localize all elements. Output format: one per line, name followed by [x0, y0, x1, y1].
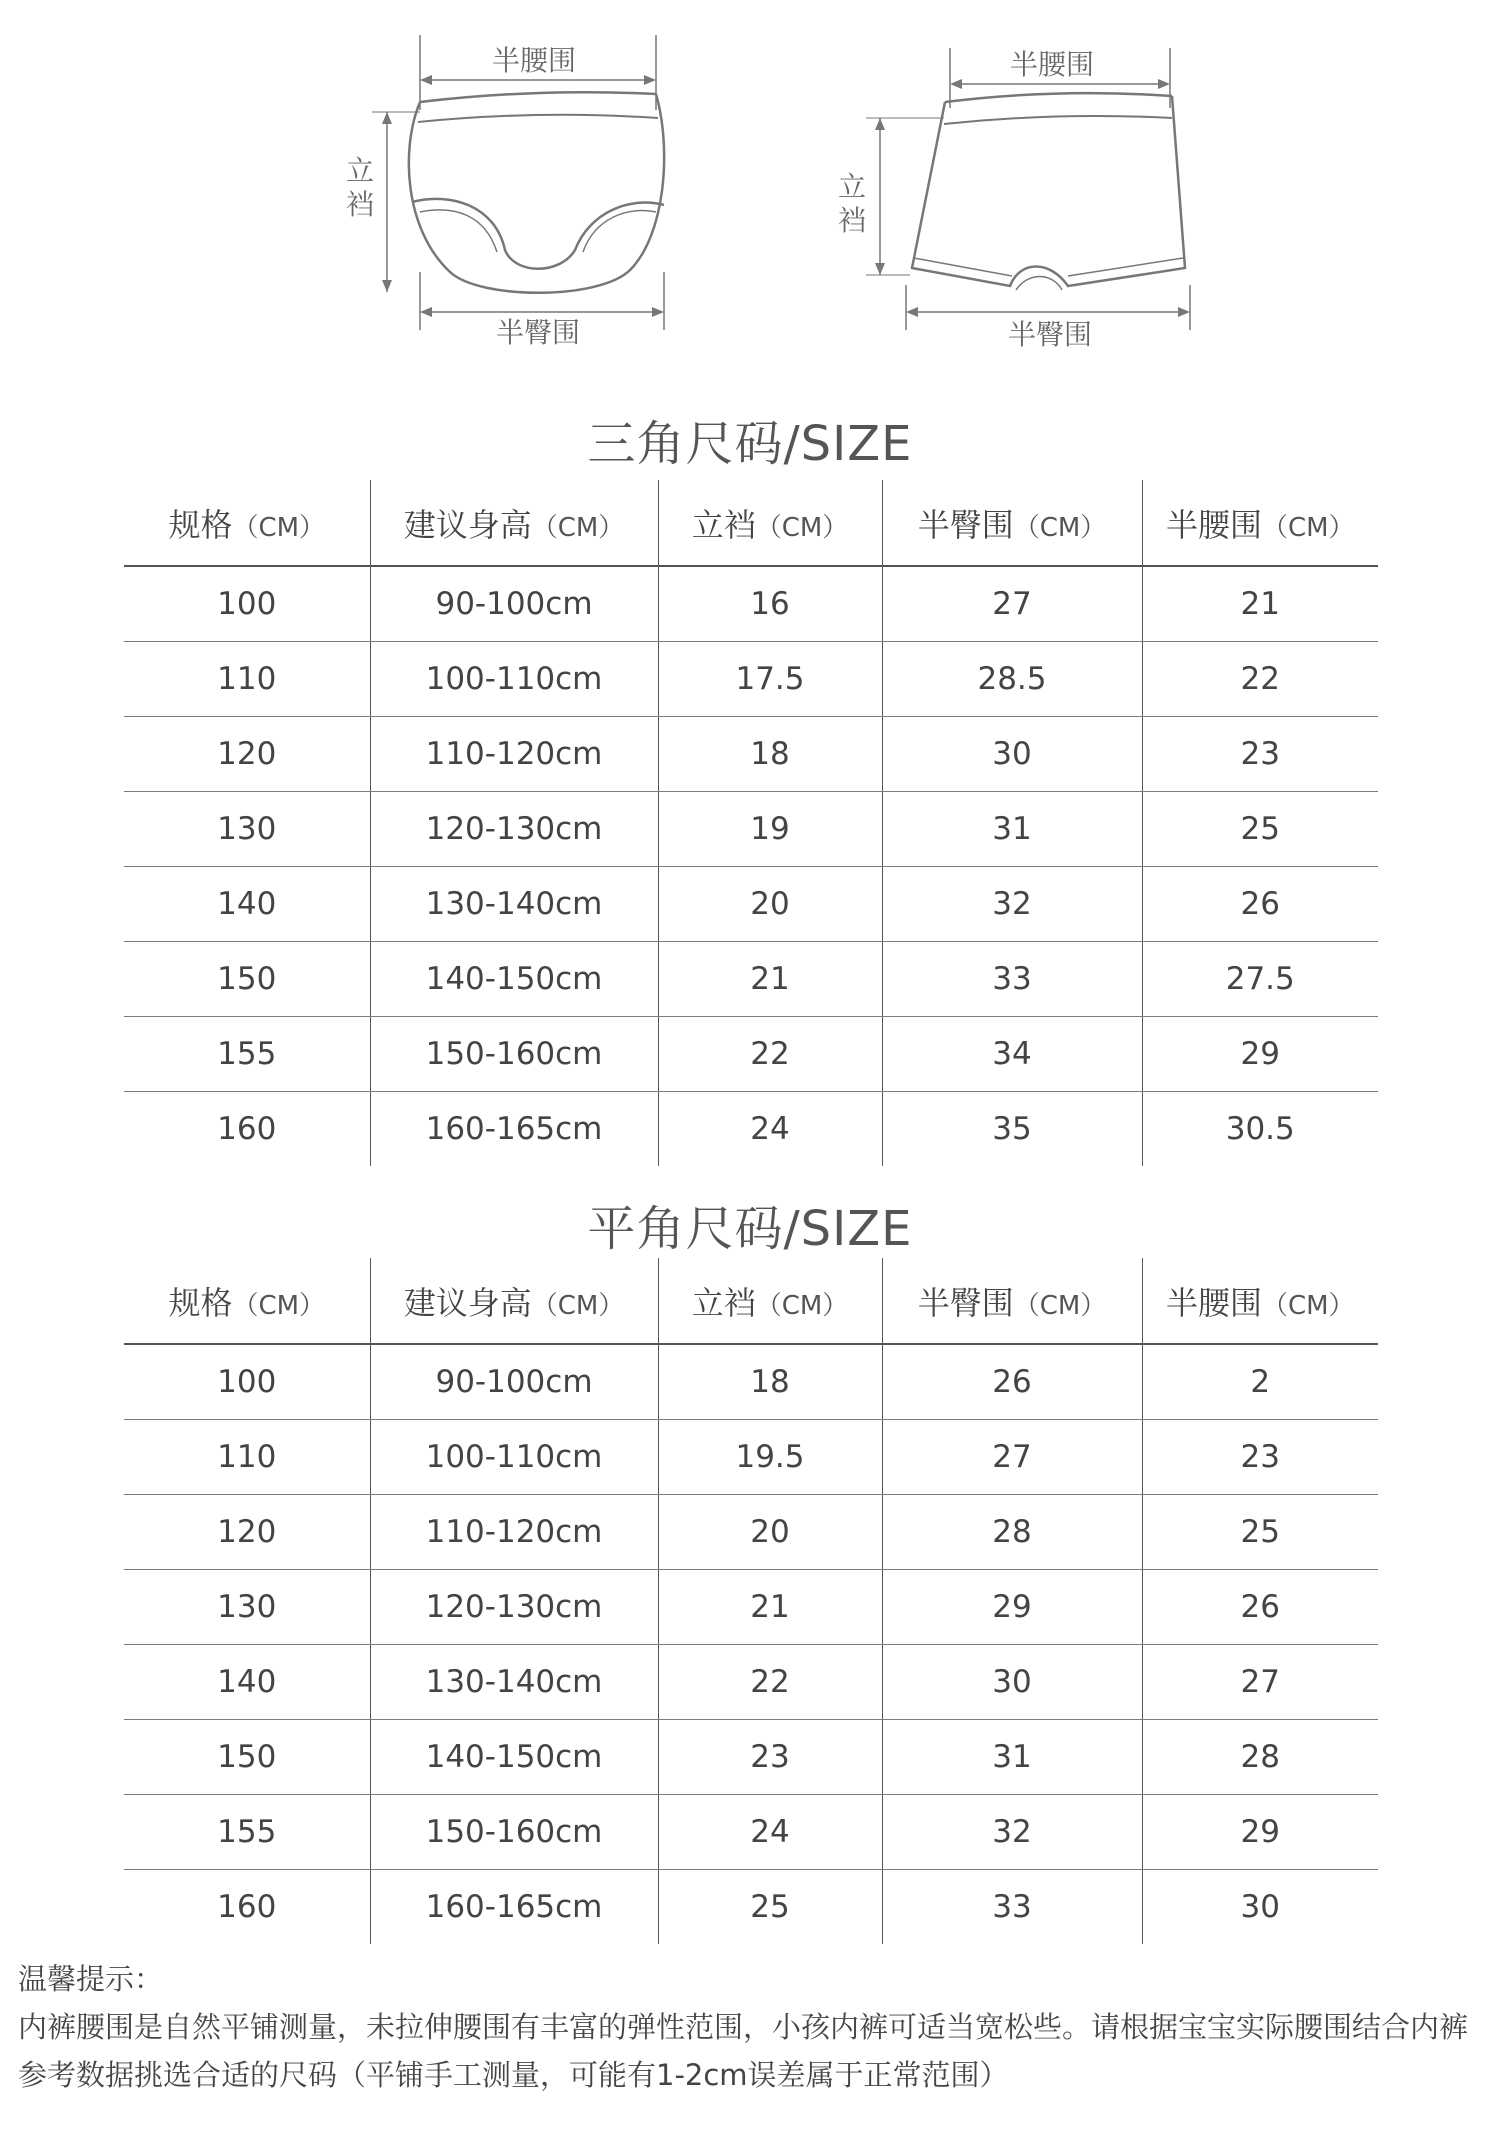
- table-row: [124, 717, 1378, 792]
- header-half-waist: 半腰围（CM）: [1142, 480, 1378, 566]
- brief-hip-label: 半臀围: [495, 316, 581, 349]
- cell: 26: [1142, 867, 1378, 942]
- header-size: 规格（CM）: [124, 480, 370, 566]
- cell: 25: [1142, 792, 1378, 867]
- brief-diagram: [372, 35, 664, 330]
- table-row: [124, 642, 1378, 717]
- cell: 25: [658, 1870, 882, 1945]
- cell: 100-110cm: [370, 642, 658, 717]
- header-half-hip: 半臀围（CM）: [882, 480, 1142, 566]
- cell: 21: [658, 942, 882, 1017]
- cell: 18: [658, 1344, 882, 1420]
- cell: 28: [1142, 1720, 1378, 1795]
- table-row: [124, 1017, 1378, 1092]
- cell: 31: [882, 792, 1142, 867]
- cell: 29: [882, 1570, 1142, 1645]
- cell: 130: [124, 1570, 370, 1645]
- cell: 155: [124, 1017, 370, 1092]
- cell: 27.5: [1142, 942, 1378, 1017]
- cell: 23: [1142, 1420, 1378, 1495]
- header-height: 建议身高（CM）: [370, 480, 658, 566]
- cell: 155: [124, 1795, 370, 1870]
- diagrams: [0, 0, 1500, 370]
- table-row: [124, 1344, 1378, 1420]
- cell: 19: [658, 792, 882, 867]
- boxer-waist-label: 半腰围: [1009, 48, 1095, 81]
- cell: 29: [1142, 1017, 1378, 1092]
- cell: 130: [124, 792, 370, 867]
- cell: 27: [1142, 1645, 1378, 1720]
- cell: 130-140cm: [370, 1645, 658, 1720]
- cell: 120: [124, 717, 370, 792]
- cell: 17.5: [658, 642, 882, 717]
- boxer-rise-label-char-1: 立: [837, 170, 867, 203]
- cell: 33: [882, 942, 1142, 1017]
- brief-rise-label-char-2: 裆: [345, 188, 375, 221]
- cell: 110: [124, 1420, 370, 1495]
- cell: 20: [658, 867, 882, 942]
- cell: 27: [882, 1420, 1142, 1495]
- table-row: [124, 1720, 1378, 1795]
- cell: 150: [124, 942, 370, 1017]
- cell: 150: [124, 1720, 370, 1795]
- cell: 18: [658, 717, 882, 792]
- cell: 19.5: [658, 1420, 882, 1495]
- cell: 30.5: [1142, 1092, 1378, 1167]
- cell: 31: [882, 1720, 1142, 1795]
- cell: 30: [882, 1645, 1142, 1720]
- boxer-diagram: [866, 48, 1190, 330]
- cell: 23: [1142, 717, 1378, 792]
- cell: 27: [882, 566, 1142, 642]
- tips: [18, 1955, 1488, 2099]
- cell: 30: [882, 717, 1142, 792]
- cell: 21: [1142, 566, 1378, 642]
- brief-size-table: [124, 480, 1378, 1166]
- cell: 100: [124, 1344, 370, 1420]
- boxer-size-table: [124, 1258, 1378, 1944]
- cell: 24: [658, 1795, 882, 1870]
- cell: 160-165cm: [370, 1870, 658, 1945]
- header-size: 规格（CM）: [124, 1258, 370, 1344]
- boxer-hip-label: 半臀围: [1007, 318, 1093, 351]
- cell: 35: [882, 1092, 1142, 1167]
- tips-title: 温馨提示：: [18, 1962, 164, 1996]
- tips-body: 内裤腰围是自然平铺测量，未拉伸腰围有丰富的弹性范围，小孩内裤可适当宽松些。请根据宝宝实际腰围结合内裤参考数据挑选合适的尺码（平铺手工测量，可能有1-2cm误差属于正常范围）: [18, 2010, 1469, 2092]
- cell: 33: [882, 1870, 1142, 1945]
- table-row: [124, 942, 1378, 1017]
- table-row: [124, 867, 1378, 942]
- cell: 21: [658, 1570, 882, 1645]
- cell: 120-130cm: [370, 1570, 658, 1645]
- brief-size-title: 三角尺码/SIZE: [587, 416, 913, 472]
- header-half-waist: 半腰围（CM）: [1142, 1258, 1378, 1344]
- table-row: [124, 1870, 1378, 1945]
- cell: 160-165cm: [370, 1092, 658, 1167]
- table-header-row: [124, 480, 1378, 566]
- cell: 32: [882, 867, 1142, 942]
- table-row: [124, 1420, 1378, 1495]
- table-row: [124, 1495, 1378, 1570]
- cell: 23: [658, 1720, 882, 1795]
- cell: 22: [658, 1017, 882, 1092]
- boxer-size-title: 平角尺码/SIZE: [587, 1201, 913, 1257]
- header-rise: 立裆（CM）: [658, 480, 882, 566]
- cell: 160: [217, 1889, 277, 1925]
- table-row: [124, 566, 1378, 642]
- cell: 32: [882, 1795, 1142, 1870]
- boxer-rise-label-char-2: 裆: [837, 204, 867, 237]
- header-rise: 立裆（CM）: [658, 1258, 882, 1344]
- table-row: [124, 1645, 1378, 1720]
- header-height: 建议身高（CM）: [370, 1258, 658, 1344]
- cell: 140: [124, 1645, 370, 1720]
- cell: 100-110cm: [370, 1420, 658, 1495]
- cell: 90-100cm: [370, 566, 658, 642]
- cell: 130-140cm: [370, 867, 658, 942]
- cell: 28: [882, 1495, 1142, 1570]
- brief-rise-label-char-1: 立: [345, 154, 375, 187]
- cell: 24: [658, 1092, 882, 1167]
- measurement-diagrams: [0, 0, 1500, 370]
- table-row: [124, 1795, 1378, 1870]
- cell: 25: [1142, 1495, 1378, 1570]
- cell: 110: [124, 642, 370, 717]
- cell: 120: [124, 1495, 370, 1570]
- cell: 100: [124, 566, 370, 642]
- cell: 26: [882, 1344, 1142, 1420]
- header-half-hip: 半臀围（CM）: [882, 1258, 1142, 1344]
- cell: 140: [124, 867, 370, 942]
- cell: 140-150cm: [370, 1720, 658, 1795]
- cell: 140-150cm: [370, 942, 658, 1017]
- cell: 160: [217, 1111, 277, 1147]
- table-row: [124, 792, 1378, 867]
- cell: 110-120cm: [370, 717, 658, 792]
- brief-waist-label: 半腰围: [491, 44, 577, 77]
- cell: 90-100cm: [370, 1344, 658, 1420]
- table-row: [124, 1092, 1378, 1167]
- table-header-row: [124, 1258, 1378, 1344]
- cell: 110-120cm: [370, 1495, 658, 1570]
- cell: 16: [658, 566, 882, 642]
- cell: 22: [1142, 642, 1378, 717]
- cell: 26: [1142, 1570, 1378, 1645]
- cell: 150-160cm: [370, 1017, 658, 1092]
- cell: 28.5: [882, 642, 1142, 717]
- cell: 150-160cm: [370, 1795, 658, 1870]
- table-row: [124, 1570, 1378, 1645]
- cell: 29: [1142, 1795, 1378, 1870]
- cell: 22: [658, 1645, 882, 1720]
- cell: 2: [1142, 1344, 1378, 1420]
- cell: 120-130cm: [370, 792, 658, 867]
- cell: 34: [882, 1017, 1142, 1092]
- cell: 30: [1142, 1870, 1378, 1945]
- cell: 20: [658, 1495, 882, 1570]
